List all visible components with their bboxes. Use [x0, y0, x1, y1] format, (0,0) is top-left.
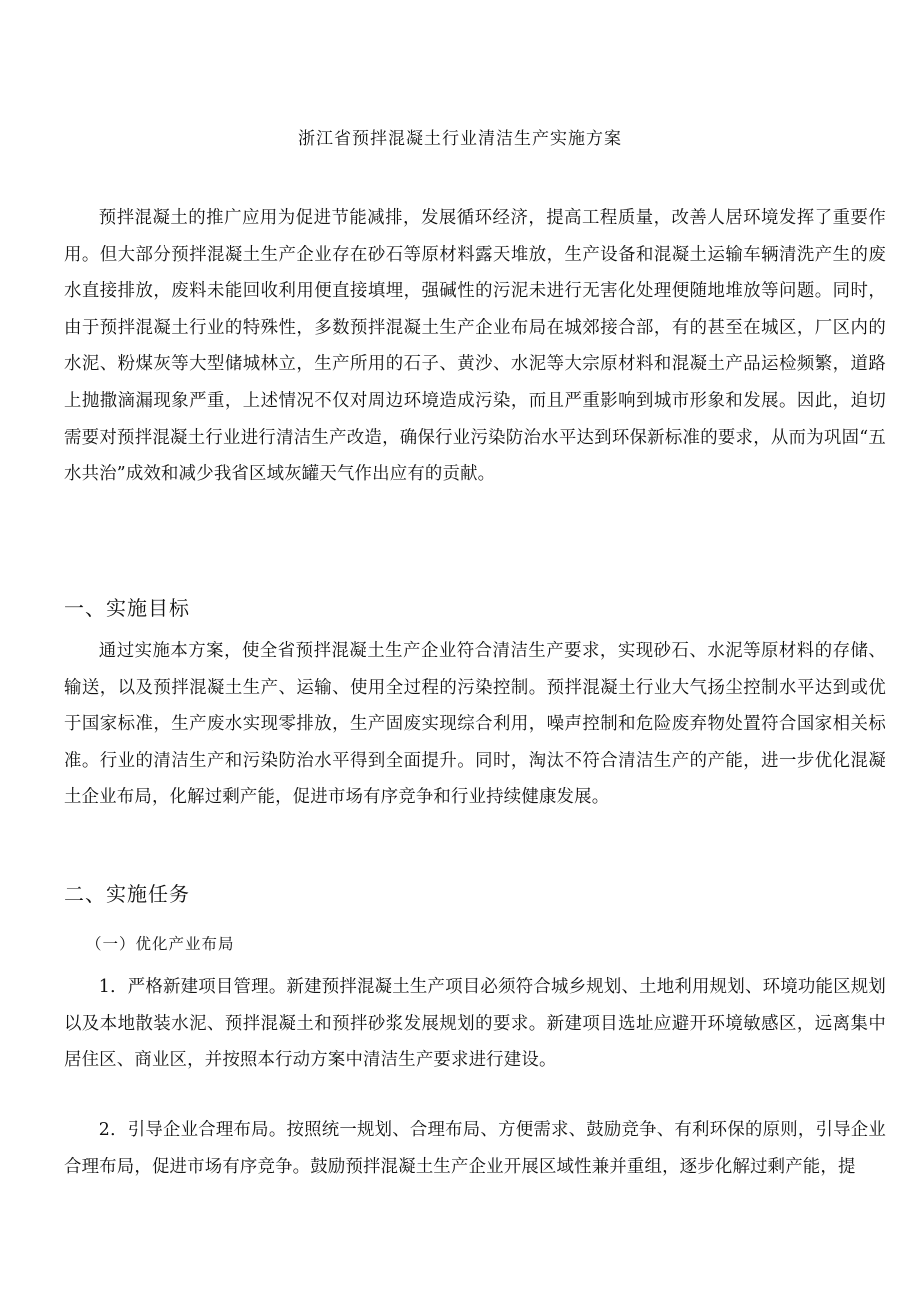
document-title: 浙江省预拌混凝土行业清洁生产实施方案	[298, 129, 622, 149]
intro-paragraph: 预拌混凝土的推广应用为促进节能减排，发展循环经济，提高工程质量，改善人居环境发挥了重要作用。但大部分预拌混凝土生产企业存在砂石等原材料露天堆放，生产设备和混凝土运输车辆清洗产生的废水直接排放，废料未能回收利用便直接填埋，强碱性的污泥未进行无害化处理便随地堆放等问题。同时，由于预拌混凝土行业的特殊性，多数预拌混凝土生产企业布局在城郊接合部，有的甚至在城区，厂区内的水泥、粉煤灰等大型储城林立，生产所用的石子、黄沙、水泥等大宗原材料和混凝土产品运检频繁，道路上抛撒滴漏现象严重，上述情况不仅对周边环境造成污染，而且严重影响到城市形象和发展。因此，迫切需要对预拌混凝土行业进行清洁生产改造，确保行业污染防治水平达到环保新标准的要求，从而为巩固“五水共治”成效和减少我省区域灰罐天气作出应有的贡献。	[64, 208, 886, 485]
task-item-1: 1．严格新建项目管理。新建预拌混凝土生产项目必须符合城乡规划、土地利用规划、环境功能区规划以及本地散装水泥、预拌混凝土和预拌砂浆发展规划的要求。新建项目选址应避开环境敏感区，远离集中居住区、商业区，并按照本行动方案中清洁生产要求进行建设。	[64, 977, 886, 1071]
section1-paragraph: 通过实施本方案，使全省预拌混凝土生产企业符合清洁生产要求，实现砂石、水泥等原材料的存储、输送，以及预拌混凝土生产、运输、使用全过程的污染控制。预拌混凝土行业大气扬尘控制水平达到或优于国家标准，生产废水实现零排放，生产固废实现综合利用，噪声控制和危险废弃物处置符合国家相关标准。行业的清洁生产和污染防治水平得到全面提升。同时，淘汰不符合清洁生产的产能，进一步优化混凝土企业布局，化解过剩产能，促进市场有序竞争和行业持续健康发展。	[64, 641, 886, 808]
section1-heading: 一、实施目标	[64, 596, 190, 620]
subsection1-heading: （一）优化产业布局	[86, 935, 235, 953]
section2-heading: 二、实施任务	[64, 882, 190, 906]
task-item-2: 2．引导企业合理布局。按照统一规划、合理布局、方便需求、鼓励竞争、有利环保的原则，引导企业合理布局，促进市场有序竞争。鼓励预拌混凝土生产企业开展区域性兼并重组，逐步化解过剩产能，提	[64, 1120, 886, 1177]
